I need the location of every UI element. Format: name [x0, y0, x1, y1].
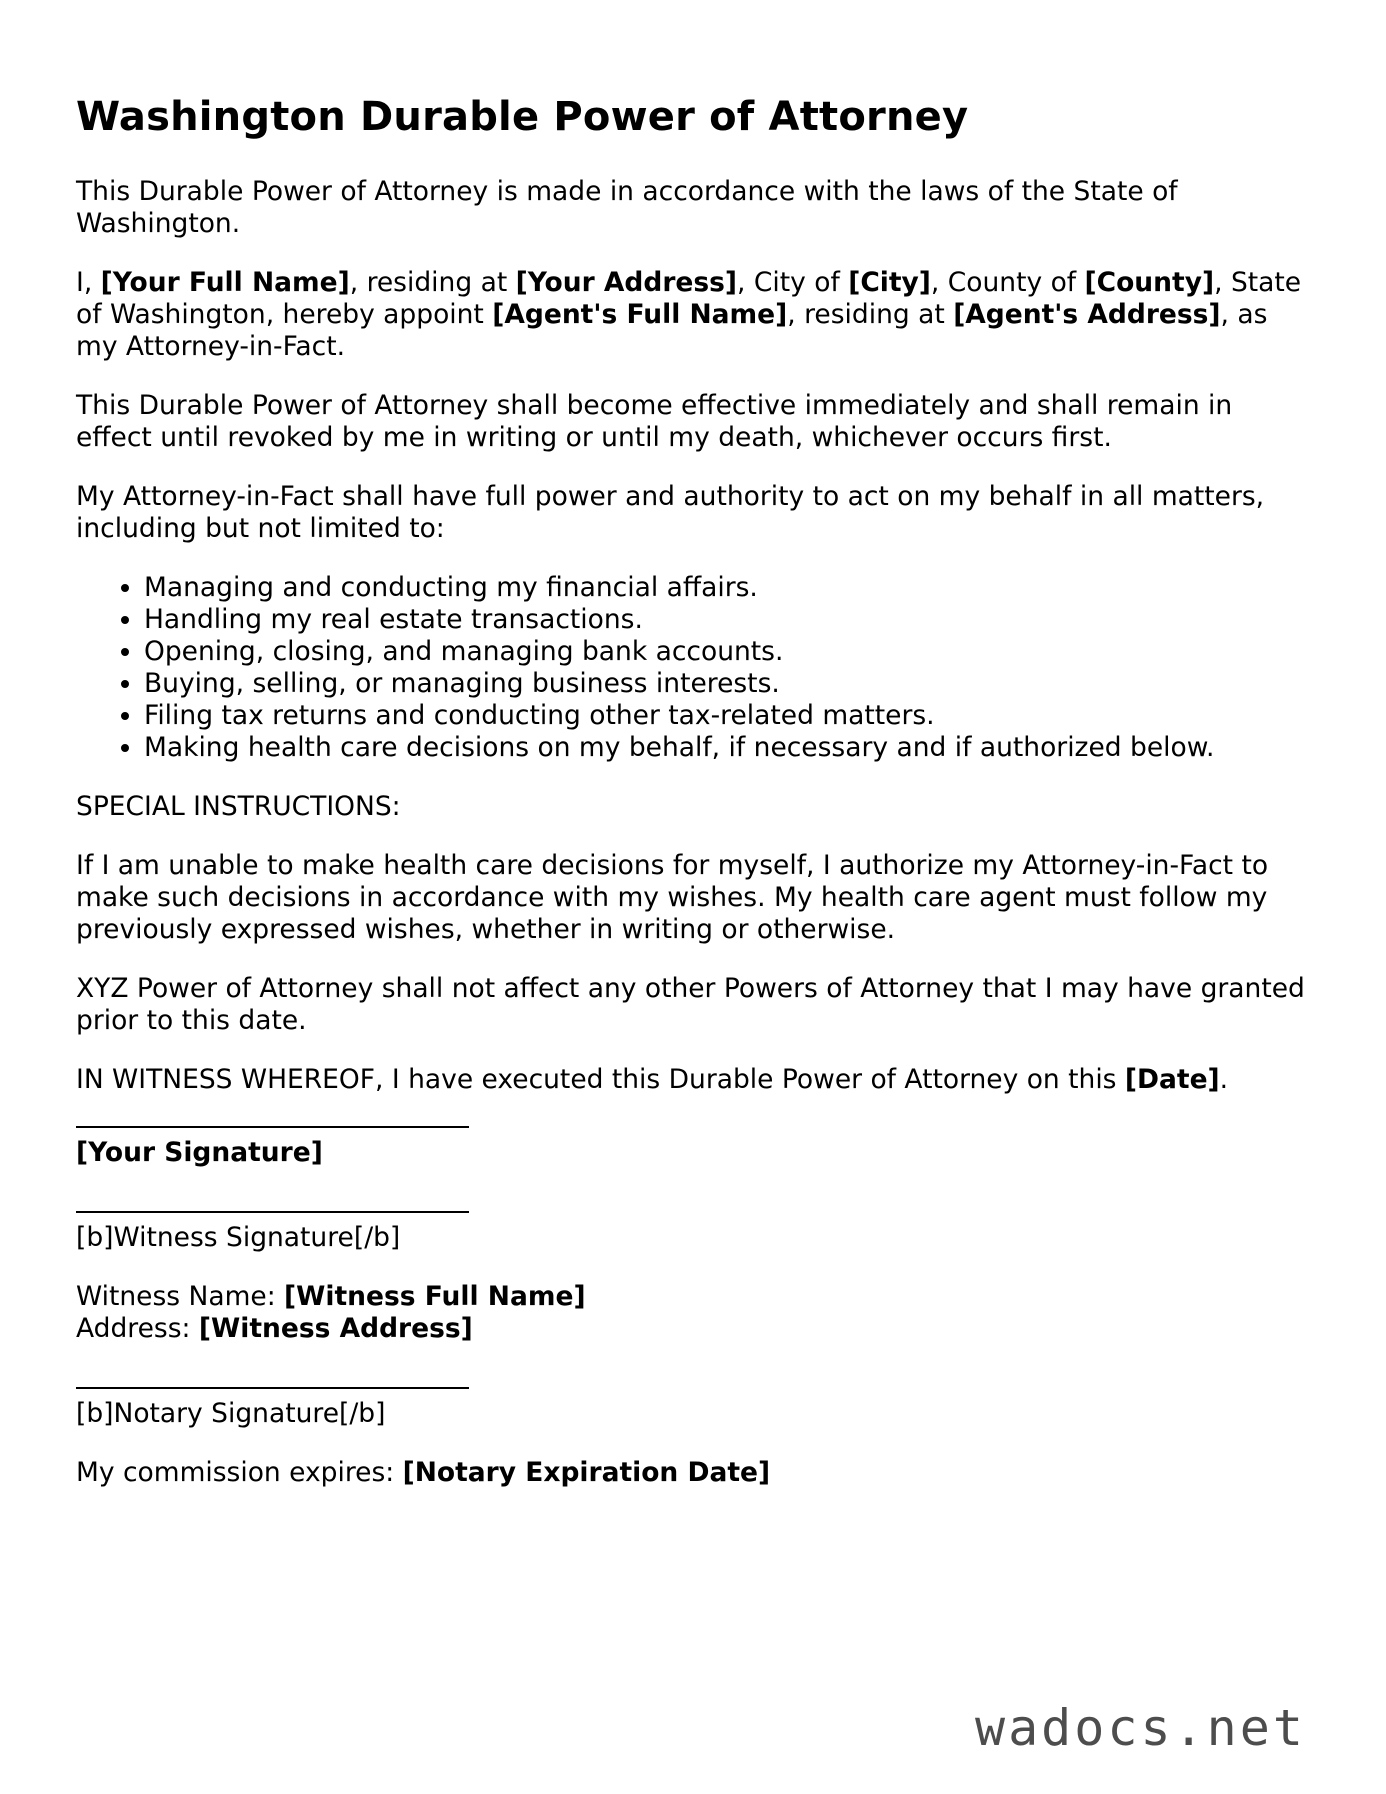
witness-whereof-text: IN WITNESS WHEREOF, I have executed this Durable Power of Attorney on this	[76, 1064, 1125, 1095]
your-signature-text: [Your Signature]	[76, 1137, 323, 1168]
appointment-text: I,	[76, 267, 101, 298]
appointment-text: , residing at	[787, 299, 954, 330]
special-instructions-paragraph: If I am unable to make health care decisions for myself, I authorize my Attorney-in-Fact to make such decisions in accordance with my wishes. My health care agent must follow my previously expressed wishes, whether in writing or otherwise.	[76, 850, 1269, 945]
commission-date-placeholder: [Notary Expiration Date]	[402, 1457, 771, 1488]
list-item: • Opening, closing, and managing bank accounts.	[144, 636, 1316, 668]
agent-full-name-placeholder: [Agent's Full Name]	[492, 299, 788, 330]
your-signature-block	[76, 1126, 1316, 1169]
commission-paragraph	[76, 1457, 1316, 1489]
list-item: • Filing tax returns and conducting other tax-related matters.	[144, 700, 1316, 732]
document-title: Washington Durable Power of Attorney	[76, 94, 969, 140]
signature-line	[76, 1387, 469, 1389]
list-item: • Managing and conducting my financial affairs.	[144, 572, 1316, 604]
special-instructions-heading: SPECIAL INSTRUCTIONS:	[76, 791, 401, 822]
witness-name-label: Witness Name:	[76, 1281, 285, 1312]
witness-signature-label: [b]Witness Signature[/b]	[76, 1222, 401, 1253]
intro-paragraph: This Durable Power of Attorney is made in accordance with the laws of the State of Washington.	[76, 176, 1178, 239]
witness-whereof-end: .	[1219, 1064, 1229, 1095]
appointment-text: , as my Attorney-in-Fact.	[76, 299, 1268, 362]
witness-details	[76, 1281, 1316, 1345]
witness-name-placeholder: [Witness Full Name]	[284, 1281, 586, 1312]
powers-intro-paragraph: My Attorney-in-Fact shall have full power and authority to act on my behalf in all matters, including but not limited to:	[76, 481, 1265, 544]
witness-signature-block	[76, 1211, 1316, 1254]
appointment-text: , County of	[930, 267, 1085, 298]
xyz-clause-paragraph: XYZ Power of Attorney shall not affect any other Powers of Attorney that I may have granted prior to this date.	[76, 973, 1305, 1036]
witness-whereof-paragraph	[76, 1064, 1316, 1096]
appointment-text: , State of Washington, hereby appoint	[76, 267, 1302, 330]
signature-line	[76, 1211, 469, 1213]
your-full-name-placeholder: [Your Full Name]	[100, 267, 350, 298]
witness-address-label: Address:	[76, 1313, 199, 1344]
signature-line	[76, 1126, 469, 1128]
city-placeholder: [City]	[848, 267, 931, 298]
appointment-paragraph	[76, 267, 1316, 363]
list-item: • Handling my real estate transactions.	[144, 604, 1316, 636]
appointment-text: , City of	[737, 267, 849, 298]
commission-label: My commission expires:	[76, 1457, 403, 1488]
appointment-text: , residing at	[349, 267, 516, 298]
list-item: • Buying, selling, or managing business interests.	[144, 668, 1316, 700]
list-item: • Making health care decisions on my behalf, if necessary and if authorized below.	[144, 732, 1316, 764]
notary-signature-block	[76, 1387, 1316, 1430]
your-signature-label	[76, 1137, 1316, 1169]
agent-address-placeholder: [Agent's Address]	[953, 299, 1221, 330]
document-page	[76, 92, 1316, 1516]
witness-address-placeholder: [Witness Address]	[198, 1313, 473, 1344]
notary-signature-label: [b]Notary Signature[/b]	[76, 1398, 386, 1429]
powers-list	[76, 572, 1316, 764]
watermark: wadocs.net	[974, 1699, 1306, 1757]
your-address-placeholder: [Your Address]	[515, 267, 738, 298]
county-placeholder: [County]	[1084, 267, 1215, 298]
date-placeholder: [Date]	[1124, 1064, 1220, 1095]
effective-paragraph: This Durable Power of Attorney shall become effective immediately and shall remain in effect until revoked by me in writing or until my death, whichever occurs first.	[76, 390, 1233, 453]
